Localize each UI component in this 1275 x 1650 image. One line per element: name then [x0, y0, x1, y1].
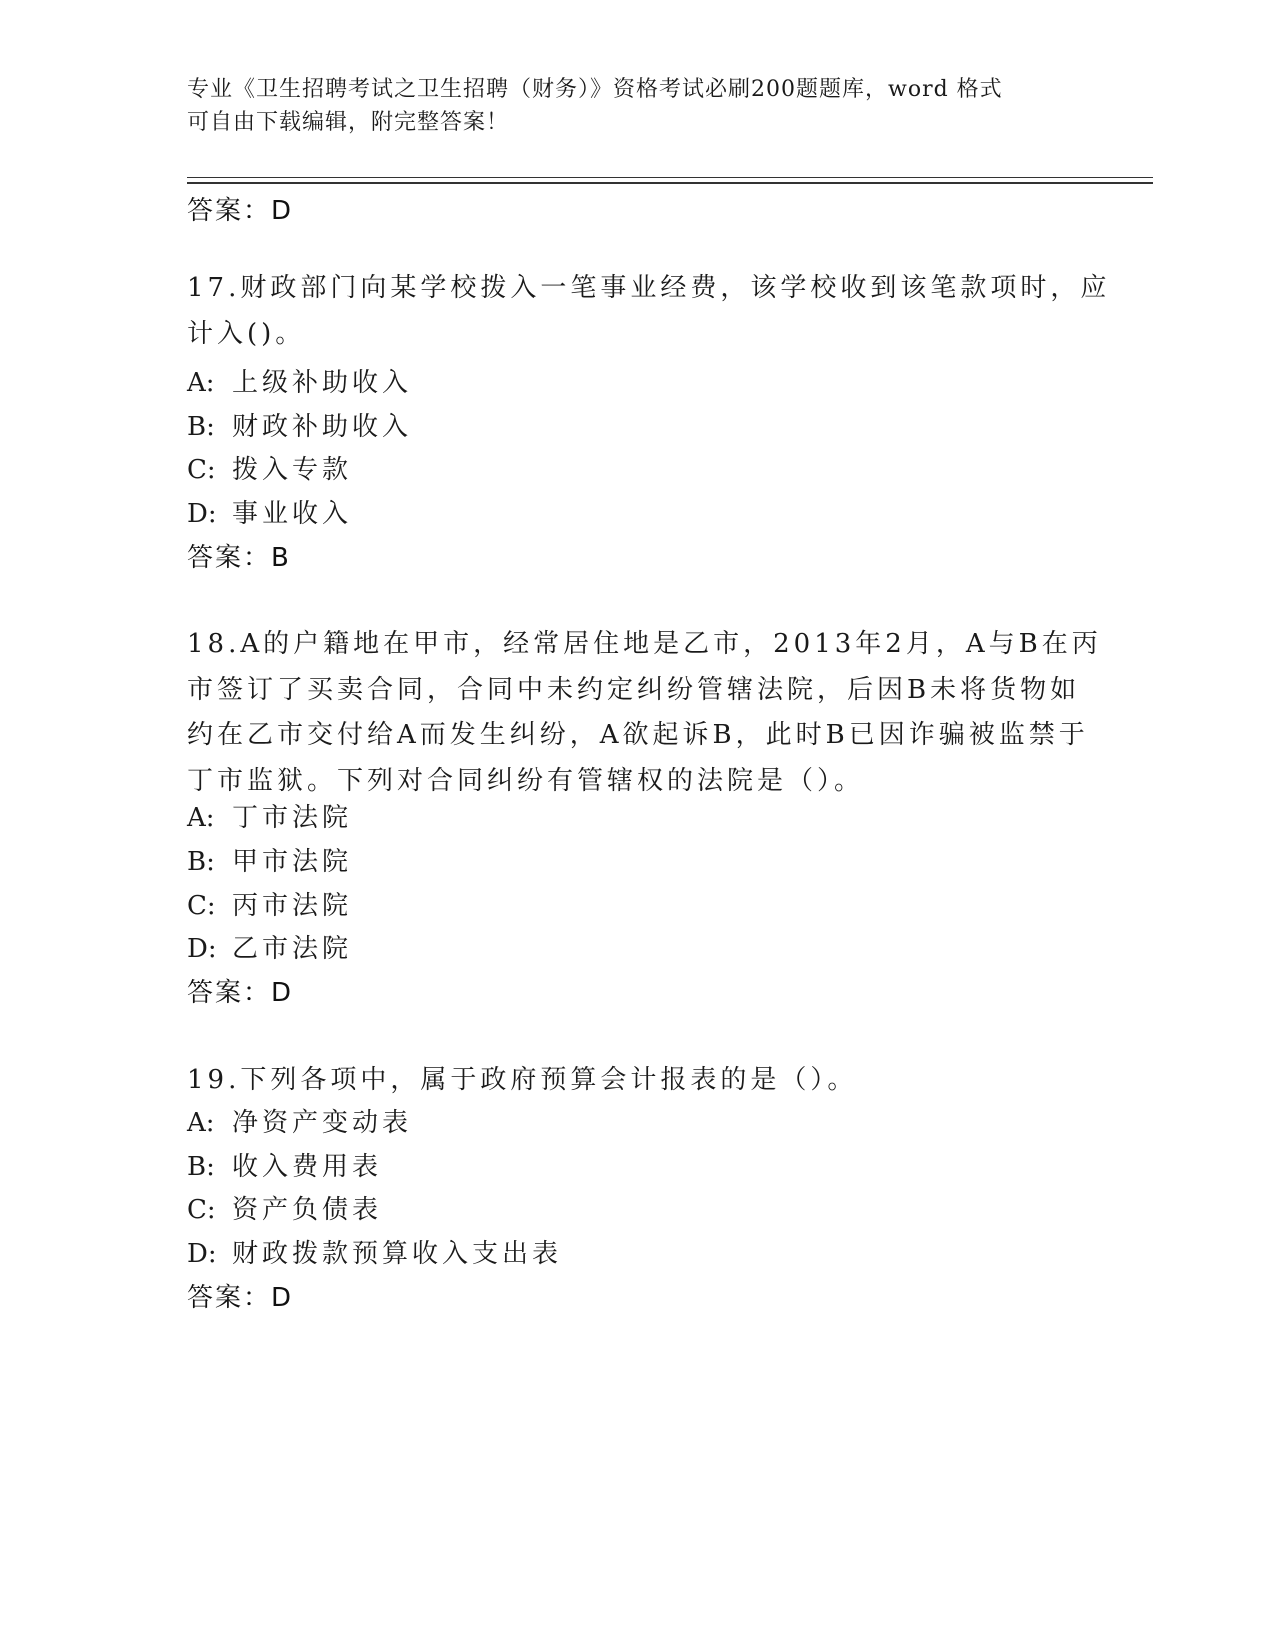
option-letter: A:: [187, 368, 215, 398]
header-divider-thick: [187, 182, 1153, 184]
option-text: 财政拨款预算收入支出表: [232, 1239, 563, 1269]
document-header: [187, 73, 1067, 139]
question-18-option-d: [187, 928, 352, 965]
option-letter: C:: [187, 455, 216, 485]
question-18-text: [187, 622, 1102, 804]
question-18-option-a: [187, 797, 352, 834]
question-line: 市签订了买卖合同，合同中未约定纠纷管辖法院，后因B未将货物如: [187, 674, 1081, 705]
answer-q18: 答案：D: [187, 978, 294, 1008]
question-line: 丁市监狱。下列对合同纠纷有管辖权的法院是（）。: [187, 765, 865, 796]
option-text: 丁市法院: [232, 803, 353, 833]
option-letter: B:: [187, 412, 215, 442]
question-19-option-d: [187, 1233, 562, 1270]
option-text: 拨入专款: [232, 455, 353, 485]
answer-q17: 答案：B: [187, 543, 291, 573]
option-letter: C:: [187, 1195, 216, 1225]
option-text: 收入费用表: [232, 1152, 383, 1182]
option-letter: D:: [187, 1239, 217, 1269]
option-letter: B:: [187, 847, 215, 877]
question-18-option-b: [187, 841, 352, 878]
question-line: 17.财政部门向某学校拨入一笔事业经费，该学校收到该笔款项时，应: [187, 273, 1111, 303]
question-19-option-a: [187, 1102, 412, 1139]
option-text: 净资产变动表: [232, 1108, 413, 1138]
option-letter: D:: [187, 934, 217, 964]
answer-q19: 答案：D: [187, 1283, 294, 1313]
header-line-1: 专业《卫生招聘考试之卫生招聘（财务）》资格考试必刷200题题库，word 格式: [187, 77, 1003, 102]
option-letter: A:: [187, 1108, 215, 1138]
question-17-text: [187, 266, 1111, 357]
header-divider-thin: [187, 177, 1153, 178]
answer-q16: 答案：D: [187, 196, 294, 226]
question-17-option-b: [187, 406, 412, 443]
option-letter: A:: [187, 803, 215, 833]
question-line: 18.A的户籍地在甲市，经常居住地是乙市，2013年2月，A与B在丙: [187, 629, 1102, 659]
question-17-option-c: [187, 449, 352, 486]
question-17-option-a: [187, 362, 412, 399]
option-text: 丙市法院: [232, 891, 353, 921]
option-text: 甲市法院: [232, 847, 353, 877]
option-text: 乙市法院: [232, 934, 353, 964]
question-17-option-d: [187, 493, 352, 530]
question-line: 计入()。: [187, 318, 306, 349]
question-19-text: [187, 1058, 1087, 1104]
question-18-option-c: [187, 885, 352, 922]
option-letter: C:: [187, 891, 216, 921]
option-letter: B:: [187, 1152, 215, 1182]
question-19-option-c: [187, 1189, 382, 1226]
question-line: 约在乙市交付给A而发生纠纷，A欲起诉B，此时B已因诈骗被监禁于: [187, 720, 1089, 750]
option-text: 上级补助收入: [232, 368, 413, 398]
question-19-option-b: [187, 1146, 382, 1183]
header-line-2: 可自由下载编辑，附完整答案！: [187, 110, 510, 135]
option-letter: D:: [187, 499, 217, 529]
option-text: 财政补助收入: [232, 412, 413, 442]
question-line: 19.下列各项中，属于政府预算会计报表的是（）。: [187, 1065, 858, 1095]
option-text: 事业收入: [232, 499, 353, 529]
option-text: 资产负债表: [232, 1195, 383, 1225]
